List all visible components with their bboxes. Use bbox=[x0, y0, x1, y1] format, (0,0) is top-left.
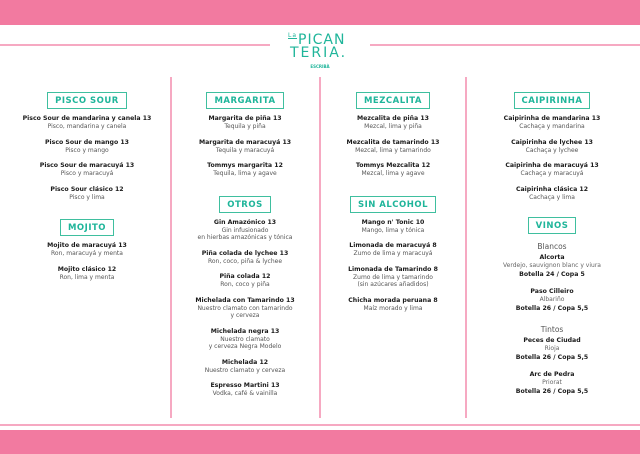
item-desc: Vodka, café & vainilla bbox=[212, 390, 278, 397]
section-title-pisco-sour: PISCO SOUR bbox=[47, 92, 127, 109]
column-divider bbox=[319, 77, 321, 418]
item-desc: Maíz morado y lima bbox=[363, 304, 423, 312]
logo-subtitle: ESCRIBÀ bbox=[310, 64, 330, 69]
item-desc: Pisco y mango bbox=[65, 146, 109, 154]
item-desc: Pisco y lima bbox=[69, 193, 105, 201]
item-name: Mezcalita de piña 13 bbox=[356, 115, 429, 122]
wine-name: Arc de Pedra bbox=[529, 371, 575, 378]
item-desc: Pisco y maracuyá bbox=[60, 170, 114, 177]
wine-name: Peces de Ciudad bbox=[523, 337, 581, 344]
item-desc: Pisco, mandarina y canela bbox=[47, 123, 127, 130]
item-desc: Mango, lima y tónica bbox=[361, 226, 425, 234]
footer-rule bbox=[0, 424, 640, 426]
menu-item bbox=[12, 139, 162, 155]
section-title-vinos: VINOS bbox=[528, 217, 577, 234]
menu-column-2 bbox=[172, 88, 318, 406]
wine-name: Alcorta bbox=[539, 254, 565, 261]
menu-item bbox=[322, 219, 464, 235]
wine-item bbox=[467, 371, 637, 396]
menu-item bbox=[467, 139, 637, 155]
item-name: Mango n' Tonic 10 bbox=[361, 218, 425, 226]
item-desc: y cerveza bbox=[230, 312, 260, 319]
wine-desc: Priorat bbox=[542, 379, 562, 386]
menu-item bbox=[467, 162, 637, 178]
item-desc: Cachaça y mandarina bbox=[519, 123, 585, 130]
item-name: Limonada de maracuyá 8 bbox=[349, 242, 437, 249]
item-desc: (sin azúcares añadidos) bbox=[357, 281, 429, 288]
item-desc: Zumo de lima y tamarindo bbox=[353, 273, 433, 281]
menu-item bbox=[172, 359, 318, 375]
item-desc: Nuestro clamato y cerveza bbox=[204, 366, 286, 374]
item-desc: Nuestro clamato con tamarindo bbox=[197, 304, 293, 312]
wine-price: Botella 24 / Copa 5 bbox=[519, 271, 585, 278]
menu-column-4 bbox=[467, 88, 637, 405]
wine-price: Botella 26 / Copa 5,5 bbox=[515, 305, 589, 312]
menu-item bbox=[322, 242, 464, 258]
menu-item bbox=[172, 162, 318, 178]
item-desc: Nuestro clamato bbox=[220, 335, 270, 343]
item-name: Chicha morada peruana 8 bbox=[348, 296, 438, 304]
wine-item bbox=[467, 288, 637, 313]
wine-item bbox=[467, 337, 637, 362]
item-name: Pisco Sour de mango 13 bbox=[45, 138, 129, 146]
item-name: Espresso Martini 13 bbox=[210, 382, 280, 389]
menu-item bbox=[172, 250, 318, 266]
item-name: Michelada negra 13 bbox=[210, 327, 280, 335]
menu-item bbox=[322, 162, 464, 178]
item-desc: en hierbas amazónicas y tónica bbox=[197, 234, 293, 241]
item-name: Mojito clásico 12 bbox=[57, 265, 117, 273]
section-title-margarita: MARGARITA bbox=[206, 92, 283, 109]
bottom-pink-band bbox=[0, 430, 640, 454]
menu-item bbox=[12, 266, 162, 282]
logo-line-1: PICAN bbox=[298, 32, 346, 48]
menu-item bbox=[172, 273, 318, 289]
menu-item bbox=[172, 139, 318, 155]
wine-item bbox=[467, 254, 637, 279]
item-desc: Tequila y piña bbox=[224, 123, 266, 130]
menu-item bbox=[12, 115, 162, 131]
item-desc: Ron, coco y piña bbox=[220, 281, 270, 288]
menu-item bbox=[172, 219, 318, 242]
menu-item bbox=[322, 297, 464, 313]
item-name: Caipirinha de maracuyá 13 bbox=[505, 162, 599, 169]
logo-prefix: La bbox=[288, 32, 298, 39]
menu-item bbox=[467, 115, 637, 131]
menu-item bbox=[172, 328, 318, 351]
wine-category-blancos: Blancos bbox=[537, 242, 567, 251]
wine-desc: Verdejo, sauvignon blanc y viura bbox=[503, 262, 601, 269]
menu-column-1 bbox=[12, 88, 162, 289]
menu-item bbox=[12, 242, 162, 258]
section-title-mezcalita: MEZCALITA bbox=[356, 92, 430, 109]
section-title-mojito: MOJITO bbox=[60, 219, 114, 236]
item-name: Tommys Mezcalita 12 bbox=[355, 162, 431, 169]
item-name: Tommys margarita 12 bbox=[207, 162, 283, 169]
wine-desc: Rioja bbox=[544, 345, 560, 352]
wine-price: Botella 26 / Copa 5,5 bbox=[515, 354, 589, 361]
item-name: Pisco Sour de maracuyá 13 bbox=[39, 162, 135, 169]
item-name: Pisco Sour clásico 12 bbox=[50, 185, 124, 193]
item-desc: Tequila y maracuyá bbox=[215, 146, 275, 154]
menu-item bbox=[172, 297, 318, 320]
item-name: Michelada 12 bbox=[221, 358, 269, 366]
menu-item bbox=[12, 186, 162, 202]
header-rule-right bbox=[370, 44, 640, 46]
item-name: Piña colada de lychee 13 bbox=[201, 249, 289, 257]
item-name: Piña colada 12 bbox=[219, 273, 271, 280]
header-rule-left bbox=[0, 44, 270, 46]
menu-item bbox=[322, 115, 464, 131]
item-name: Pisco Sour de mandarina y canela 13 bbox=[22, 115, 152, 122]
item-name: Caipirinha de lychee 13 bbox=[511, 138, 593, 146]
section-title-sin-alcohol: SIN ALCOHOL bbox=[350, 196, 436, 213]
item-desc: y cerveza Negra Modelo bbox=[208, 343, 282, 350]
item-name: Caipirinha de mandarina 13 bbox=[503, 115, 601, 122]
item-desc: Zumo de lima y maracuyá bbox=[353, 250, 433, 257]
menu-column-3 bbox=[322, 88, 464, 320]
item-desc: Cachaça y lychee bbox=[525, 146, 579, 154]
section-title-otros: OTROS bbox=[219, 196, 270, 213]
item-desc: Cachaça y lima bbox=[529, 193, 575, 201]
item-desc: Tequila, lima y agave bbox=[213, 170, 277, 177]
item-desc: Cachaça y maracuyá bbox=[520, 170, 584, 177]
item-desc: Mezcal, lima y tamarindo bbox=[355, 146, 431, 154]
menu-item bbox=[172, 382, 318, 398]
item-name: Mojito de maracuyá 13 bbox=[47, 242, 127, 249]
menu-item bbox=[12, 162, 162, 178]
wine-desc: Albariño bbox=[539, 296, 565, 303]
item-desc: Mezcal, lima y piña bbox=[364, 123, 422, 130]
section-title-caipirinha: CAIPIRINHA bbox=[514, 92, 591, 109]
item-desc: Mezcal, lima y agave bbox=[361, 170, 425, 177]
item-name: Caipirinha clásica 12 bbox=[515, 185, 589, 193]
logo-line-2: TERIA. bbox=[290, 45, 348, 61]
item-name: Gin Amazónico 13 bbox=[213, 218, 277, 226]
menu-item bbox=[467, 186, 637, 202]
menu-item bbox=[322, 139, 464, 155]
wine-price: Botella 26 / Copa 5,5 bbox=[515, 388, 589, 395]
menu-item bbox=[172, 115, 318, 131]
item-name: Margarita de maracuyá 13 bbox=[198, 138, 292, 146]
item-desc: Ron, lima y menta bbox=[59, 273, 115, 281]
menu-item bbox=[322, 266, 464, 289]
item-desc: Gin infusionado bbox=[221, 226, 269, 234]
item-name: Limonada de Tamarindo 8 bbox=[348, 265, 438, 273]
top-pink-band bbox=[0, 0, 640, 25]
item-name: Michelada con Tamarindo 13 bbox=[195, 296, 295, 304]
wine-category-tintos: Tintos bbox=[540, 325, 564, 334]
item-desc: Ron, maracuyá y menta bbox=[51, 250, 123, 257]
item-name: Mezcalita de tamarindo 13 bbox=[346, 138, 440, 146]
item-desc: Ron, coco, piña & lychee bbox=[207, 257, 283, 265]
item-name: Margarita de piña 13 bbox=[208, 115, 282, 122]
wine-name: Paso Cilleiro bbox=[530, 288, 574, 295]
restaurant-logo bbox=[280, 28, 360, 72]
